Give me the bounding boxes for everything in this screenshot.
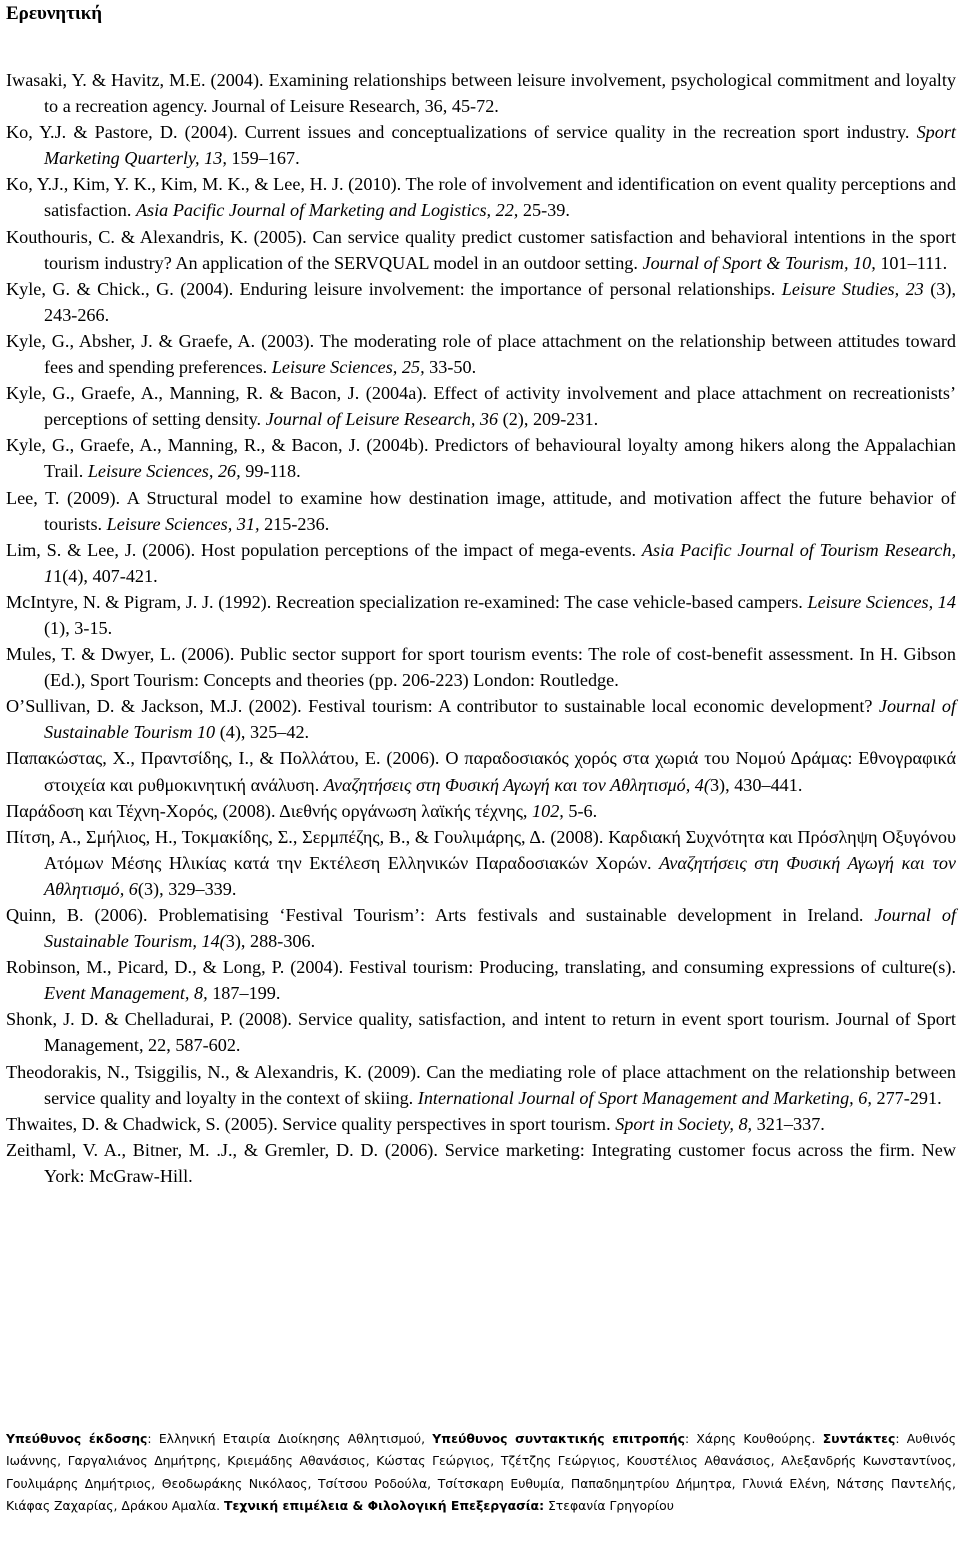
reference-entry: [6, 641, 956, 693]
reference-details: 5-6.: [563, 800, 598, 821]
editors-label: Συντάκτες: [822, 1431, 896, 1446]
reference-source: International Journal of Sport Management and Marketing, 6,: [417, 1087, 872, 1108]
reference-text: Mules, T. & Dwyer, L. (2006). Public sector support for sport tourism events: The role of cost-benefit assessment. In H. Gibson (Ed.), Sport Tourism: Concepts and theories (pp. 206-223) London: Routledge.: [6, 644, 956, 691]
reference-text: Ko, Y.J. & Pastore, D. (2004). Current issues and conceptualizations of service quality in the recreation sport industry.: [6, 122, 917, 143]
editors-value: : Αυθινός Ιωάννης, Γαργαλιάνος Δημήτρης, Κριεμάδης Αθανάσιος, Κώστας Γεώργιος, Τζέτζης Γεώργιος, Κουστέλιος Αθανάσιος, Αλεξανδρής Κωνσταντίνος, Γουλιμάρης Δημήτριος, Θεοδωράκης Νικόλαος, Τσίτσου Ροδούλα, Τσίτσκαρη Ευθυμία, Παπαδημητρίου Δήμητρα, Γλυνιά Ελένη, Νάτσης Παντελής, Κιάφας Ζαχαρίας, Δράκου Αμαλία.: [6, 1431, 957, 1513]
reference-source: Leisure Sciences, 26,: [87, 461, 241, 482]
reference-entry: [6, 432, 956, 484]
reference-text: Lim, S. & Lee, J. (2006). Host population perceptions of the impact of mega-events.: [6, 539, 642, 560]
reference-details: 1(4), 407-421.: [53, 565, 158, 586]
reference-entry: [6, 224, 956, 276]
reference-source: 102,: [532, 800, 564, 821]
reference-source: Leisure Sciences, 25,: [271, 357, 425, 378]
reference-text: Πίτση, Α., Σμήλιος, Η., Τοκμακίδης, Σ., Σερμπέζης, Β., & Γουλιμάρης, Δ. (2008). Καρδιακή Συχνότητα και Πρόσληψη Οξυγόνου Ατόμων Μέσης Ηλικίας κατά την Εκτέλεση Ελληνικών Παραδοσιακών Χορών.: [6, 826, 956, 873]
reference-text: McIntyre, N. & Pigram, J. J. (1992). Recreation specialization re-examined: The case vehicle-based campers.: [6, 591, 808, 612]
reference-source: Sport in Society, 8,: [615, 1113, 753, 1134]
reference-details: (3), 243-266.: [44, 278, 956, 325]
reference-details: (2), 209-231.: [498, 409, 599, 430]
reference-entry: [6, 485, 956, 537]
reference-details: (4), 325‒42.: [215, 722, 310, 743]
reference-entry: [6, 380, 956, 432]
reference-entry: [6, 589, 956, 641]
reference-text: Kyle, G., Graefe, A., Manning, R. & Bacon, J. (2004a). Effect of activity involvement and place attachment on recreationists’ perceptions of setting density.: [6, 383, 956, 430]
reference-details: 99-118.: [240, 461, 301, 482]
reference-source: Αναζητήσεις στη Φυσική Αγωγή και τον Αθλητισμό, 6: [44, 852, 956, 899]
reference-text: Quinn, B. (2006). Problematising ‘Festival Tourism’: Arts festivals and sustainable development in Ireland.: [6, 905, 875, 925]
reference-text: Robinson, M., Picard, D., & Long, P. (2004). Festival tourism: Producing, translating, and consuming expressions of culture(s).: [6, 957, 956, 978]
reference-text: Theodorakis, N., Tsiggilis, N., & Alexandris, K. (2009). Can the mediating role of place attachment on the relationship between service quality and loyalty in the context of skiing.: [6, 1061, 956, 1108]
reference-details: 215-236.: [259, 513, 330, 534]
reference-source: Journal of Leisure Research, 36: [265, 409, 499, 430]
reference-entry: [6, 824, 956, 902]
reference-details: (1), 3-15.: [44, 617, 113, 638]
masthead-footer: [6, 1428, 956, 1517]
committee-value: : Χάρης Κουθούρης.: [684, 1431, 823, 1446]
technical-label: Τεχνική επιμέλεια & Φιλολογική Επεξεργασία:: [224, 1497, 545, 1513]
reference-source: Leisure Studies, 23: [781, 278, 924, 299]
publisher-label: Υπεύθυνος έκδοσης: [6, 1431, 148, 1446]
reference-details: 277-291.: [871, 1087, 942, 1108]
reference-list: [6, 67, 956, 1189]
reference-source: Αναζητήσεις στη Φυσική Αγωγή και τον Αθλητισμό, 4(: [323, 774, 710, 795]
reference-entry: [6, 537, 956, 589]
reference-source: Journal of Sustainable Tourism, 14(: [44, 905, 956, 952]
reference-text: O’Sullivan, D. & Jackson, M.J. (2002). Festival tourism: A contributor to sustainable local economic development?: [6, 696, 879, 717]
reference-text: Lee, T. (2009). A Structural model to examine how destination image, attitude, and motivation affect the future behavior of tourists.: [6, 487, 956, 534]
reference-source: Asia Pacific Journal of Marketing and Logistics, 22,: [135, 200, 519, 221]
reference-details: 25-39.: [518, 200, 570, 221]
reference-source: Sport Marketing Quarterly, 13,: [44, 122, 956, 169]
reference-entry: [6, 276, 956, 328]
reference-source: Leisure Sciences, 14: [807, 591, 956, 612]
reference-text: Kyle, G. & Chick., G. (2004). Enduring leisure involvement: the importance of personal relationships.: [6, 278, 782, 299]
technical-value: Στεφανία Γρηγορίου: [544, 1497, 674, 1513]
reference-entry: [6, 1059, 956, 1111]
reference-text: Shonk, J. D. & Chelladurai, P. (2008). Service quality, satisfaction, and intent to return in event sport tourism. Journal of Sport Management, 22, 587-602.: [6, 1009, 956, 1056]
reference-source: Asia Pacific Journal of Tourism Research, 1: [44, 539, 956, 586]
reference-text: Zeithaml, V. A., Bitner, M. .J., & Gremler, D. D. (2006). Service marketing: Integrating customer focus across the firm. New York: McGraw-Hill.: [6, 1139, 956, 1186]
reference-details: 3), 288-306.: [225, 931, 316, 952]
reference-entry: [6, 119, 956, 171]
reference-details: 187‒199.: [207, 983, 281, 1004]
publisher-value: : Ελληνική Εταιρία Διοίκησης Αθλητισμού,: [147, 1431, 433, 1446]
reference-entry: [6, 1006, 956, 1058]
reference-entry: [6, 902, 956, 954]
reference-text: Thwaites, D. & Chadwick, S. (2005). Service quality perspectives in sport tourism.: [6, 1113, 616, 1134]
reference-details: 159‒167.: [226, 148, 300, 169]
reference-details: 3), 430‒441.: [709, 774, 803, 795]
reference-source: Event Management, 8,: [44, 983, 208, 1004]
reference-text: Kouthouris, C. & Alexandris, K. (2005). Can service quality predict customer satisfaction and behavioral intentions in the sport tourism industry? An application of the SERVQUAL model in an outdoor setting.: [6, 226, 956, 273]
reference-details: (3), 329‒339.: [137, 878, 237, 899]
reference-text: Kyle, G., Graefe, A., Manning, R., & Bacon, J. (2004b). Predictors of behavioural loyalty among hikers along the Appalachian Trail.: [6, 435, 956, 482]
reference-source: Leisure Sciences, 31,: [106, 513, 260, 534]
reference-entry: [6, 693, 956, 745]
reference-entry: [6, 1137, 956, 1189]
reference-source: Journal of Sport & Tourism, 10,: [642, 252, 876, 273]
committee-label: Υπεύθυνος συντακτικής επιτροπής: [432, 1431, 685, 1446]
reference-details: 321‒337.: [752, 1113, 825, 1134]
reference-details: 101‒111.: [875, 252, 948, 273]
reference-source: Journal of Sustainable Tourism 10: [44, 696, 956, 743]
reference-entry: [6, 171, 956, 223]
reference-details: 33-50.: [424, 357, 477, 378]
reference-text: Παπακώστας, Χ., Πραντσίδης, Ι., & Πολλάτου, Ε. (2006). Ο παραδοσιακός χορός στα χωριά του Νομού Δράμας: Εθνογραφικά στοιχεία και ρυθμοκινητική ανάλυση.: [6, 748, 956, 795]
reference-text: Iwasaki, Y. & Havitz, M.E. (2004). Examining relationships between leisure involvement, psychological commitment and loyalty to a recreation agency. Journal of Leisure Research, 36, 45-72.: [6, 70, 956, 117]
section-label: Ερευνητική: [6, 3, 103, 24]
reference-entry: [6, 798, 956, 824]
reference-text: Παράδοση και Τέχνη-Χορός, (2008). Διεθνής οργάνωση λαϊκής τέχνης,: [6, 800, 532, 821]
reference-entry: [6, 328, 956, 380]
reference-entry: [6, 745, 956, 797]
reference-text: Kyle, G., Absher, J. & Graefe, A. (2003). The moderating role of place attachment on the relationship between attitudes toward fees and spending preferences.: [6, 330, 956, 378]
reference-entry: [6, 1111, 956, 1137]
reference-entry: [6, 954, 956, 1006]
reference-entry: [6, 67, 956, 119]
reference-text: Ko, Y.J., Kim, Y. K., Kim, M. K., & Lee, H. J. (2010). The role of involvement and identification on event quality perceptions and satisfaction.: [6, 174, 956, 221]
